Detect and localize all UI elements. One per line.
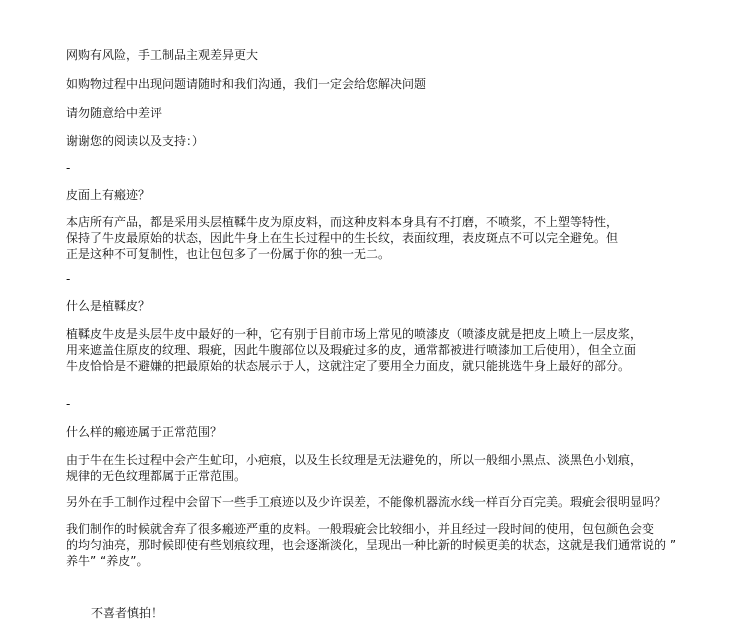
section-body-normal-3 xyxy=(66,521,726,569)
section-body-marks xyxy=(66,214,726,262)
body-line: 养牛” “养皮”。 xyxy=(66,554,149,568)
separator: - xyxy=(66,397,71,411)
section-heading-normal-range: 什么样的瘢迹属于正常范围？ xyxy=(66,425,223,439)
separator: - xyxy=(66,272,71,286)
body-line: 正是这种不可复制性，也让包包多了一份属于你的独一无二。 xyxy=(66,247,391,261)
body-line: 本店所有产品，都是采用头层植鞣牛皮为原皮料，而这种皮料本身具有不打磨，不喷浆，不上塑等特性， xyxy=(66,215,619,229)
body-line: 另外在手工制作过程中会留下一些手工痕迹以及少许误差，不能像机器流水线一样百分百完美。瑕疵会很明显吗？ xyxy=(66,495,667,509)
body-line: 我们制作的时候就舍弃了很多瘢迹严重的皮料。一般瑕疵会比较细小，并且经过一段时间的使用，包包颜色会变 xyxy=(66,522,655,536)
body-line: 植鞣皮牛皮是头层牛皮中最好的一种，它有别于目前市场上常见的喷漆皮（喷漆皮就是把皮上喷上一层皮浆， xyxy=(66,327,643,341)
separator: - xyxy=(66,161,71,175)
body-line: 由于牛在生长过程中会产生虻印，小疤痕，以及生长纹理是无法避免的，所以一般细小黑点、淡黑色小划痕， xyxy=(66,453,643,467)
body-line: 保持了牛皮最原始的状态，因此牛身上在生长过程中的生长纹，表面纹理，表皮斑点不可以完全避免。但 xyxy=(66,231,619,245)
body-line: 用来遮盖住原皮的纹理、瑕疵，因此牛腹部位以及瑕疵过多的皮，通常都被进行喷漆加工后使用），但全立面 xyxy=(66,343,637,357)
intro-line-2: 如购物过程中出现问题请随时和我们沟通，我们一定会给您解决问题 xyxy=(66,77,427,91)
intro-line-3: 请勿随意给中差评 xyxy=(66,106,163,120)
section-body-normal-1 xyxy=(66,452,726,484)
body-line: 牛皮恰恰是不避嫌的把最原始的状态展示于人，这就注定了要用全力面皮，就只能挑选牛身上最好的部分。 xyxy=(66,359,631,373)
section-heading-leather: 什么是植鞣皮？ xyxy=(66,299,151,313)
closing-note: 不喜者慎拍！ xyxy=(91,606,164,620)
intro-line-4: 谢谢您的阅读以及支持：） xyxy=(66,134,205,148)
section-body-normal-2 xyxy=(66,494,726,510)
section-heading-marks: 皮面上有瘢迹？ xyxy=(66,188,151,202)
section-body-leather xyxy=(66,326,726,374)
intro-line-1: 网购有风险，手工制品主观差异更大 xyxy=(66,48,259,62)
body-line: 规律的无色纹理都属于正常范围。 xyxy=(66,469,247,483)
body-line: 的均匀油亮，那时候即使有些划痕纹理，也会逐渐淡化，呈现出一种比新的时候更美的状态，这就是我们通常说的 ” xyxy=(66,538,677,552)
